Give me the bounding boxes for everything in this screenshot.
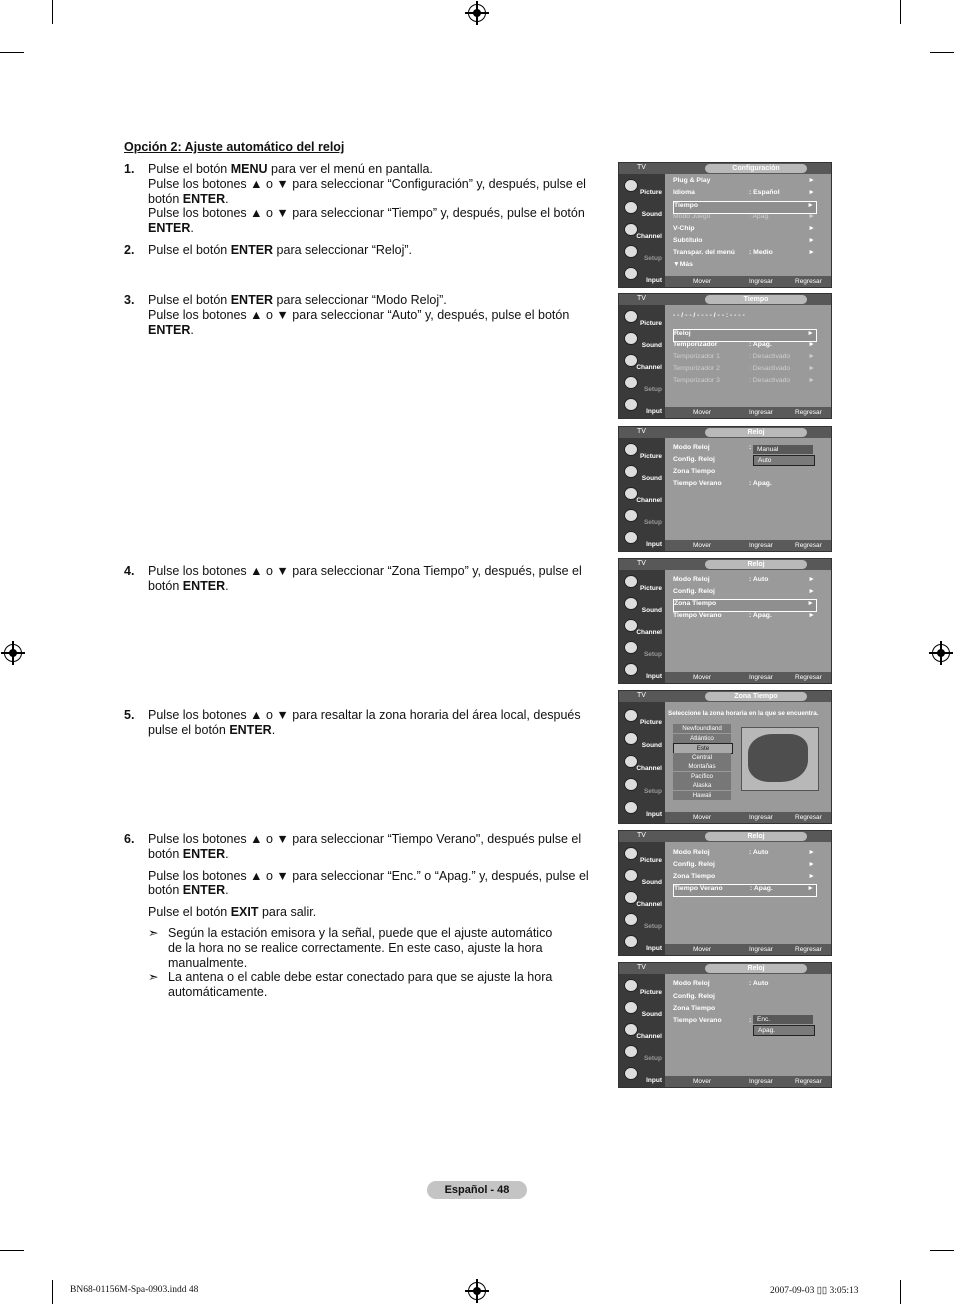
osd-tv-label: TV <box>637 832 646 839</box>
step-number: 1. <box>124 162 135 176</box>
step-number: 3. <box>124 293 135 307</box>
osd-row: Config. Reloj <box>673 456 715 463</box>
osd-cat-setup: Setup <box>621 374 665 394</box>
osd-row: Tiempo Verano : <box>673 1017 752 1024</box>
osd-row: Zona Tiempo <box>673 1005 716 1012</box>
osd-cat-input: Input <box>621 265 665 285</box>
sound-icon <box>624 465 638 478</box>
osd-row: Config. Reloj <box>673 993 715 1000</box>
osd-screen-reloj-zona <box>618 558 832 684</box>
osd-footer: Mover Ingresar Regresar <box>665 672 831 683</box>
step-number: 6. <box>124 832 135 846</box>
osd-cat-channel: Channel <box>621 352 665 372</box>
osd-cat-setup: Setup <box>621 911 665 931</box>
osd-screen-reloj-enc-apag <box>618 962 832 1088</box>
osd-cat-setup: Setup <box>621 639 665 659</box>
crop-mark <box>930 52 954 53</box>
note: ➣ Según la estación emisora y la señal, puede que el ajuste automático de la hora no se realice correctamente. En este caso, ajuste la hora manualmente. <box>148 925 553 970</box>
zone-item: Newfoundland <box>673 724 731 734</box>
osd-row: Modo Reloj : <box>673 444 752 451</box>
osd-cat-picture: Picture <box>621 177 665 197</box>
step-text: Pulse los botones ▲ o ▼ para seleccionar “Enc.” o “Apag.” y, después, pulse el botón ENTER. <box>148 868 589 898</box>
osd-row: Temporizador : Apag. ► <box>673 341 815 348</box>
osd-row: Subtítulo ► <box>673 237 815 244</box>
osd-cat-channel: Channel <box>621 1021 665 1041</box>
gear-icon <box>624 913 638 926</box>
sound-icon <box>624 1001 638 1014</box>
osd-cat-channel: Channel <box>621 221 665 241</box>
osd-cat-sound: Sound <box>621 199 665 219</box>
osd-row: Tiempo Verano : Apag. ► <box>673 612 815 619</box>
gear-icon <box>624 509 638 522</box>
osd-cat-sound: Sound <box>621 330 665 350</box>
sound-icon <box>624 732 638 745</box>
step-number: 4. <box>124 564 135 578</box>
input-icon <box>624 267 638 280</box>
input-icon <box>624 663 638 676</box>
osd-row: Idioma : Español ► <box>673 189 815 196</box>
input-icon <box>624 935 638 948</box>
osd-tv-label: TV <box>637 560 646 567</box>
map-land-icon <box>748 734 808 782</box>
osd-screen-reloj-modo <box>618 426 832 552</box>
osd-time-readout: - - / - - / - - - - / - - : - - - - <box>673 312 745 319</box>
osd-cat-picture: Picture <box>621 977 665 997</box>
zone-item-selected: Este <box>673 743 733 754</box>
osd-cat-picture: Picture <box>621 308 665 328</box>
step-6 <box>124 832 594 1000</box>
osd-cat-picture: Picture <box>621 573 665 593</box>
step-text: Pulse los botones ▲ o ▼ para seleccionar “Configuración” y, después, pulse el botón ENTER. <box>148 176 586 206</box>
note: ➣ La antena o el cable debe estar conectado para que se ajuste la hora automáticamente. <box>148 970 553 1000</box>
zone-item: Central <box>673 753 731 763</box>
step-text: Pulse los botones ▲ o ▼ para seleccionar “Tiempo Verano", después pulse el botón ENTER. <box>148 832 582 861</box>
osd-screen-configuracion <box>618 162 832 288</box>
osd-cat-setup: Setup <box>621 507 665 527</box>
osd-title: Zona Tiempo <box>705 692 807 701</box>
osd-row: Config. Reloj ► <box>673 861 815 868</box>
osd-prompt: Seleccione la zona horaria en la que se encuentra. <box>668 710 819 717</box>
osd-title: Reloj <box>705 560 807 569</box>
step-text: Pulse los botones ▲ o ▼ para seleccionar “Auto” y, después, pulse el botón ENTER. <box>148 307 570 337</box>
osd-cat-channel: Channel <box>621 617 665 637</box>
note-arrow-icon: ➣ <box>148 925 159 940</box>
osd-cat-setup: Setup <box>621 243 665 263</box>
step-number: 5. <box>124 708 135 722</box>
zone-item: Alaska <box>673 781 731 791</box>
osd-row: Modo Reloj : Auto ► <box>673 849 815 856</box>
osd-title: Reloj <box>705 964 807 973</box>
registration-mark-icon <box>932 644 950 662</box>
gear-icon <box>624 1045 638 1058</box>
osd-cat-picture: Picture <box>621 845 665 865</box>
picture-icon <box>624 179 638 192</box>
osd-footer: Mover Ingresar Regresar <box>665 407 831 418</box>
sound-icon <box>624 332 638 345</box>
osd-option: Enc. <box>753 1015 813 1024</box>
osd-cat-picture: Picture <box>621 707 665 727</box>
osd-title: Reloj <box>705 428 807 437</box>
osd-cat-sound: Sound <box>621 999 665 1019</box>
osd-row: Plug & Play ► <box>673 177 815 184</box>
step-1 <box>124 162 594 236</box>
registration-mark-icon <box>468 4 486 22</box>
osd-cat-sound: Sound <box>621 463 665 483</box>
osd-screen-zona-tiempo <box>618 690 832 824</box>
osd-row: Zona Tiempo ► <box>673 873 815 880</box>
step-text: Pulse los botones ▲ o ▼ para seleccionar “Tiempo” y, después, pulse el botón ENTER. <box>148 206 585 236</box>
footer-filename: BN68-01156M-Spa-0903.indd 48 <box>70 1285 199 1295</box>
input-icon <box>624 398 638 411</box>
osd-row: Temporizador 1 : Desactivado ► <box>673 353 815 360</box>
picture-icon <box>624 709 638 722</box>
crop-mark <box>900 0 901 24</box>
picture-icon <box>624 310 638 323</box>
input-icon <box>624 801 638 814</box>
zone-item: Montañas <box>673 762 731 772</box>
time-zone-map <box>741 727 819 791</box>
step-text: Pulse el botón ENTER para seleccionar “Modo Reloj”. <box>148 293 447 307</box>
osd-title: Configuración <box>705 164 807 173</box>
osd-cat-input: Input <box>621 661 665 681</box>
osd-tv-label: TV <box>637 164 646 171</box>
gear-icon <box>624 376 638 389</box>
osd-title: Reloj <box>705 832 807 841</box>
osd-cat-picture: Picture <box>621 441 665 461</box>
osd-row: Modo Reloj : Auto ► <box>673 576 815 583</box>
crop-mark <box>900 1280 901 1304</box>
osd-cat-input: Input <box>621 799 665 819</box>
registration-mark-icon <box>4 644 22 662</box>
osd-row: Temporizador 3 : Desactivado ► <box>673 377 815 384</box>
osd-row: Config. Reloj ► <box>673 588 815 595</box>
osd-title: Tiempo <box>705 295 807 304</box>
osd-tv-label: TV <box>637 295 646 302</box>
osd-cat-sound: Sound <box>621 867 665 887</box>
note-arrow-icon: ➣ <box>148 970 159 985</box>
step-text: Pulse el botón EXIT para salir. <box>148 905 317 920</box>
osd-footer: Mover Ingresar Regresar <box>665 812 831 823</box>
picture-icon <box>624 443 638 456</box>
sound-icon <box>624 597 638 610</box>
crop-mark <box>0 52 24 53</box>
zone-item: Atlántico <box>673 734 731 744</box>
osd-row: ▼Más <box>673 261 693 268</box>
step-number: 2. <box>124 243 135 257</box>
osd-cat-channel: Channel <box>621 485 665 505</box>
gear-icon <box>624 245 638 258</box>
crop-mark <box>930 1250 954 1251</box>
sound-icon <box>624 869 638 882</box>
osd-footer: Mover Ingresar Regresar <box>665 540 831 551</box>
osd-footer: Mover Ingresar Regresar <box>665 276 831 287</box>
osd-row: Modo Reloj : Auto <box>673 980 769 987</box>
sound-icon <box>624 201 638 214</box>
osd-cat-channel: Channel <box>621 753 665 773</box>
step-2 <box>124 243 594 258</box>
osd-row: Temporizador 2 : Desactivado ► <box>673 365 815 372</box>
osd-cat-input: Input <box>621 1065 665 1085</box>
step-5 <box>124 708 594 738</box>
gear-icon <box>624 641 638 654</box>
osd-screen-reloj-verano <box>618 830 832 956</box>
osd-cat-channel: Channel <box>621 889 665 909</box>
osd-option-selected: Apag. <box>753 1025 815 1036</box>
zone-item: Pacífico <box>673 772 731 782</box>
osd-row: Zona Tiempo <box>673 468 716 475</box>
osd-option: Manual <box>753 445 813 454</box>
osd-row-selected: Reloj ► <box>673 329 817 342</box>
osd-cat-setup: Setup <box>621 1043 665 1063</box>
osd-cat-sound: Sound <box>621 730 665 750</box>
osd-row: Transpar. del menú : Medio ► <box>673 249 815 256</box>
osd-tv-label: TV <box>637 692 646 699</box>
osd-screen-tiempo <box>618 293 832 419</box>
osd-row: Modo Juego : Apag. ► <box>673 213 815 220</box>
picture-icon <box>624 575 638 588</box>
osd-cat-sound: Sound <box>621 595 665 615</box>
osd-cat-input: Input <box>621 933 665 953</box>
input-icon <box>624 1067 638 1080</box>
osd-footer: Mover Ingresar Regresar <box>665 944 831 955</box>
step-text: Pulse los botones ▲ o ▼ para seleccionar “Zona Tiempo” y, después, pulse el botón ENTER. <box>148 564 582 593</box>
osd-row: V-Chip ► <box>673 225 815 232</box>
page-number-badge: Español - 48 <box>427 1181 527 1199</box>
osd-row-selected: Tiempo Verano : Apag. ► <box>673 884 817 897</box>
picture-icon <box>624 979 638 992</box>
osd-option-selected: Auto <box>753 455 815 466</box>
osd-row-selected: Tiempo ► <box>673 201 817 214</box>
picture-icon <box>624 847 638 860</box>
step-4 <box>124 564 594 594</box>
zone-item: Hawaii <box>673 791 731 801</box>
crop-mark <box>52 0 53 24</box>
registration-mark-icon <box>468 1282 486 1300</box>
osd-tv-label: TV <box>637 428 646 435</box>
step-3 <box>124 293 594 337</box>
osd-cat-setup: Setup <box>621 776 665 796</box>
step-text: Pulse el botón ENTER para seleccionar “Reloj”. <box>148 243 413 257</box>
osd-cat-input: Input <box>621 529 665 549</box>
step-text: Pulse el botón MENU para ver el menú en pantalla. <box>148 162 433 176</box>
crop-mark <box>0 1250 24 1251</box>
input-icon <box>624 531 638 544</box>
osd-tv-label: TV <box>637 964 646 971</box>
gear-icon <box>624 778 638 791</box>
footer-timestamp: 2007-09-03 ▯▯ 3:05:13 <box>770 1286 859 1296</box>
crop-mark <box>52 1280 53 1304</box>
step-text: Pulse los botones ▲ o ▼ para resaltar la zona horaria del área local, después pulse el botón ENTER. <box>148 708 581 737</box>
osd-cat-input: Input <box>621 396 665 416</box>
section-heading: Opción 2: Ajuste automático del reloj <box>124 140 345 154</box>
osd-row-selected: Zona Tiempo ► <box>673 599 817 612</box>
osd-footer: Mover Ingresar Regresar <box>665 1076 831 1087</box>
osd-row: Tiempo Verano : Apag. <box>673 480 772 487</box>
